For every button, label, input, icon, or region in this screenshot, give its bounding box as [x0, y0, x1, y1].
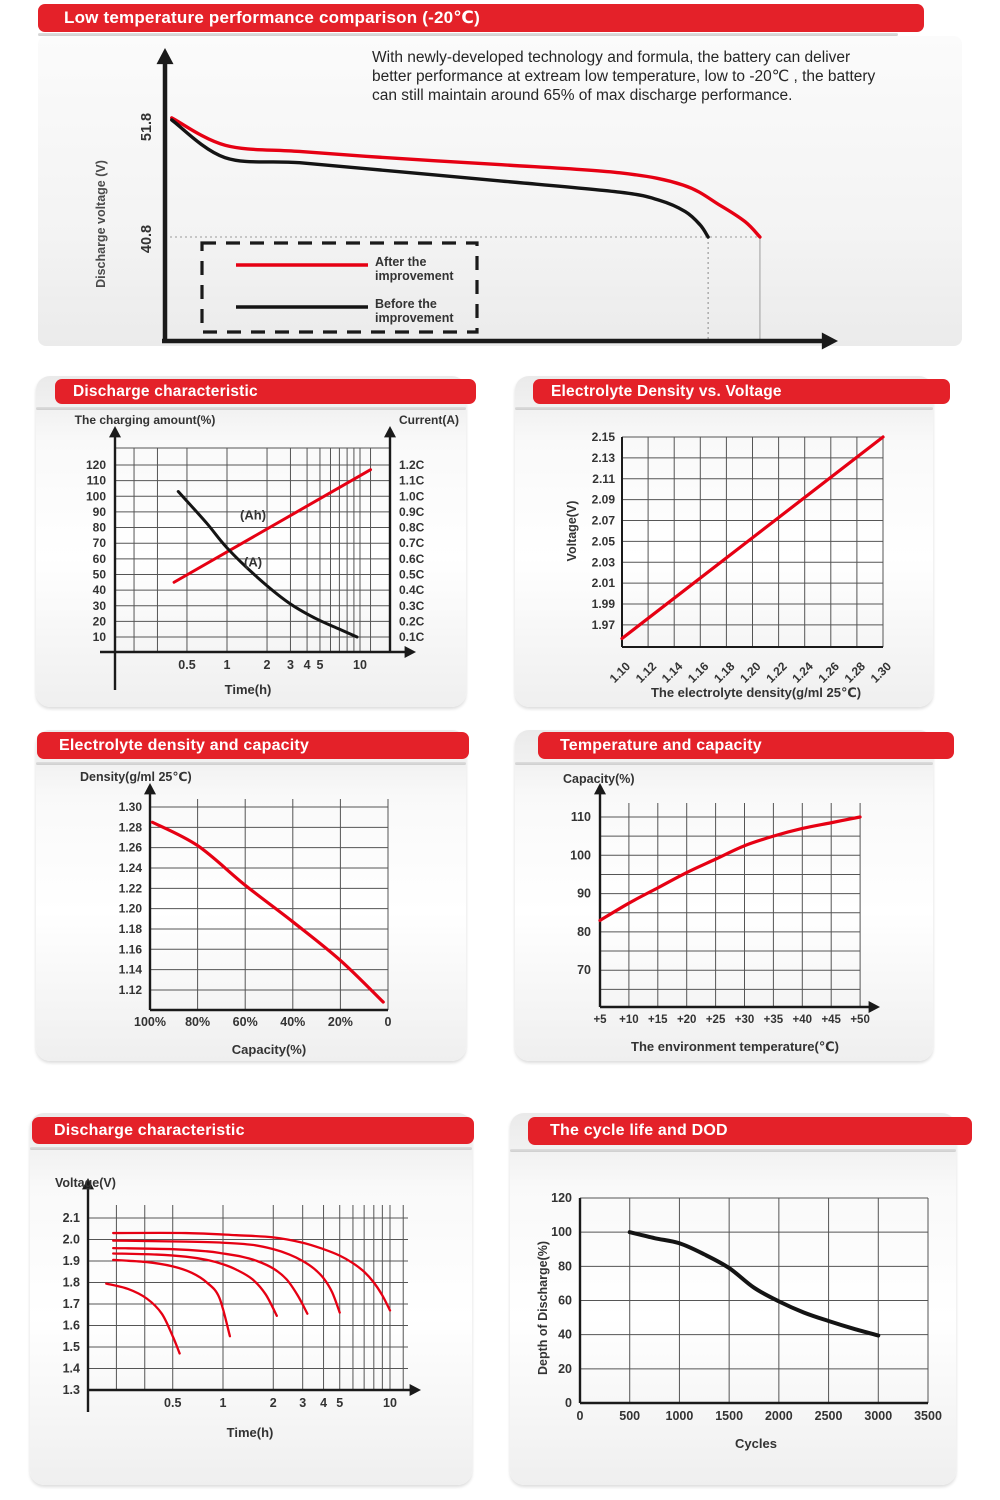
svg-text:100: 100 [85, 489, 106, 504]
svg-text:40: 40 [92, 583, 106, 598]
svg-text:1.30: 1.30 [867, 659, 895, 686]
svg-text:1.30: 1.30 [118, 800, 142, 814]
svg-text:Density(g/ml 25℃): Density(g/ml 25℃) [80, 770, 192, 784]
cycle-dod-chart [510, 1160, 965, 1490]
svg-text:70: 70 [577, 963, 591, 978]
density-voltage-title: Electrolyte Density vs. Voltage [551, 382, 782, 400]
svg-text:3000: 3000 [864, 1409, 893, 1423]
discharge2-separator [30, 1147, 472, 1150]
cycle-dod-title-bar [528, 1117, 972, 1145]
svg-text:1.99: 1.99 [591, 597, 615, 612]
svg-text:1.18: 1.18 [118, 921, 142, 936]
low-temp-title: Low temperature performance comparison (-20℃) [64, 8, 480, 27]
svg-text:2.05: 2.05 [591, 534, 615, 549]
svg-text:1.3: 1.3 [62, 1383, 80, 1397]
svg-text:40: 40 [558, 1327, 572, 1342]
svg-text:120: 120 [551, 1191, 572, 1206]
svg-text:10: 10 [92, 630, 106, 645]
svg-text:10: 10 [353, 658, 367, 672]
svg-text:1.16: 1.16 [685, 659, 712, 686]
svg-text:1.26: 1.26 [118, 840, 142, 855]
svg-text:1.14: 1.14 [658, 659, 686, 686]
svg-text:0.3C: 0.3C [399, 598, 425, 613]
svg-text:51.8: 51.8 [139, 112, 155, 142]
svg-text:1.1C: 1.1C [399, 473, 425, 488]
svg-text:1.20: 1.20 [737, 659, 764, 686]
svg-text:+10: +10 [619, 1014, 639, 1026]
density-voltage-title-bar [533, 379, 950, 404]
svg-text:0.5: 0.5 [164, 1396, 182, 1410]
svg-text:Capacity(%): Capacity(%) [231, 1042, 307, 1057]
svg-text:20%: 20% [327, 1015, 353, 1029]
svg-text:Voltage(V): Voltage(V) [565, 500, 579, 562]
svg-text:3: 3 [286, 658, 294, 672]
svg-text:Time(h): Time(h) [224, 682, 272, 697]
svg-text:2.01: 2.01 [591, 576, 615, 591]
svg-text:50: 50 [92, 567, 106, 582]
svg-text:80: 80 [92, 520, 106, 535]
svg-text:Discharge voltage (V): Discharge voltage (V) [94, 160, 108, 288]
low-temp-description: With newly-developed technology and formula, the battery can deliver better performance at extream low temperature, low to -20℃ , the battery can still maintain around 65% of max discharge performance. [372, 49, 876, 104]
svg-text:1.28: 1.28 [841, 659, 869, 686]
svg-text:1.18: 1.18 [711, 659, 738, 686]
svg-text:0.8C: 0.8C [399, 520, 425, 535]
svg-text:1.28: 1.28 [118, 820, 142, 835]
density-capacity-chart [35, 763, 475, 1063]
low-temp-chart [38, 34, 968, 346]
svg-text:improvement: improvement [375, 311, 454, 325]
svg-text:1500: 1500 [715, 1409, 744, 1423]
svg-text:60: 60 [92, 551, 106, 566]
discharge2-title: Discharge characteristic [54, 1121, 245, 1139]
svg-text:1.10: 1.10 [606, 659, 634, 686]
svg-text:100%: 100% [134, 1015, 166, 1029]
svg-text:1.20: 1.20 [118, 901, 142, 916]
svg-text:2.11: 2.11 [592, 471, 615, 486]
temp-capacity-title-bar [538, 732, 954, 759]
svg-text:Time(h): Time(h) [226, 1425, 274, 1440]
svg-text:2.15: 2.15 [591, 430, 615, 444]
svg-text:1: 1 [223, 658, 231, 672]
svg-text:5: 5 [316, 658, 324, 672]
svg-text:40%: 40% [280, 1015, 306, 1029]
temp-capacity-title: Temperature and capacity [560, 736, 762, 754]
temp-capacity-chart [513, 763, 953, 1063]
svg-text:1.97: 1.97 [591, 617, 615, 632]
svg-text:0.7C: 0.7C [399, 536, 425, 551]
svg-text:1: 1 [219, 1396, 227, 1410]
svg-text:500: 500 [619, 1409, 641, 1423]
svg-text:20: 20 [558, 1361, 572, 1376]
svg-text:0.2C: 0.2C [399, 614, 425, 629]
svg-text:40.8: 40.8 [139, 224, 155, 254]
density-capacity-title-bar [37, 732, 469, 759]
svg-text:1000: 1000 [665, 1409, 694, 1423]
svg-text:90: 90 [577, 886, 591, 901]
svg-text:4: 4 [303, 658, 311, 672]
svg-text:1.12: 1.12 [632, 659, 660, 686]
svg-text:+15: +15 [648, 1014, 668, 1026]
svg-text:1.7: 1.7 [62, 1297, 80, 1311]
svg-text:1.5: 1.5 [62, 1340, 80, 1354]
svg-text:(A): (A) [244, 554, 263, 570]
svg-text:2.09: 2.09 [591, 492, 615, 507]
svg-text:2.0: 2.0 [62, 1232, 80, 1247]
svg-text:Before the: Before the [375, 297, 437, 311]
svg-text:60%: 60% [232, 1015, 258, 1029]
svg-text:improvement: improvement [375, 269, 454, 283]
svg-text:+25: +25 [705, 1014, 726, 1026]
svg-text:3500: 3500 [914, 1409, 942, 1423]
svg-text:5: 5 [336, 1396, 344, 1410]
svg-text:1.4: 1.4 [62, 1361, 80, 1376]
svg-text:70: 70 [92, 536, 106, 551]
svg-text:0.5: 0.5 [178, 658, 196, 672]
svg-text:110: 110 [86, 473, 106, 488]
svg-text:Depth of Discharge(%): Depth of Discharge(%) [536, 1240, 550, 1376]
svg-text:30: 30 [92, 598, 106, 613]
svg-text:1.6: 1.6 [62, 1318, 80, 1333]
svg-text:80: 80 [577, 924, 591, 939]
svg-text:2: 2 [263, 658, 271, 672]
svg-text:0: 0 [384, 1015, 392, 1029]
svg-text:90: 90 [92, 504, 106, 519]
svg-text:1.16: 1.16 [118, 942, 142, 957]
cycle-dod-title: The cycle life and DOD [550, 1122, 728, 1139]
svg-text:2000: 2000 [764, 1409, 793, 1423]
svg-text:10: 10 [383, 1396, 397, 1410]
svg-text:0: 0 [565, 1396, 572, 1410]
density-capacity-title: Electrolyte density and capacity [59, 736, 310, 754]
svg-text:Capacity(%): Capacity(%) [563, 772, 635, 786]
svg-text:+5: +5 [593, 1014, 607, 1026]
svg-text:1.24: 1.24 [789, 659, 816, 686]
svg-text:1.8: 1.8 [62, 1275, 80, 1290]
discharge1-title: Discharge characteristic [73, 382, 258, 400]
svg-text:+40: +40 [792, 1014, 813, 1026]
svg-text:100: 100 [551, 1225, 572, 1240]
svg-text:110: 110 [570, 810, 591, 824]
discharge2-title-bar [32, 1117, 474, 1144]
discharge1-chart [35, 410, 475, 710]
svg-text:+30: +30 [734, 1014, 755, 1026]
svg-text:20: 20 [92, 614, 106, 629]
svg-text:The charging amount(%): The charging amount(%) [74, 413, 216, 427]
svg-text:0: 0 [576, 1409, 584, 1423]
discharge2-chart [30, 1160, 480, 1490]
svg-text:0.4C: 0.4C [399, 583, 425, 598]
svg-text:+50: +50 [850, 1014, 870, 1026]
svg-text:+35: +35 [763, 1014, 784, 1026]
svg-text:2500: 2500 [814, 1409, 843, 1423]
svg-text:2.13: 2.13 [591, 450, 615, 465]
svg-text:1.26: 1.26 [815, 659, 842, 686]
svg-text:100: 100 [570, 848, 591, 863]
low-temp-title-bar [38, 4, 924, 32]
svg-text:60: 60 [558, 1293, 572, 1308]
svg-text:120: 120 [85, 458, 106, 472]
svg-text:2.1: 2.1 [62, 1211, 80, 1225]
svg-text:Cycles: Cycles [735, 1436, 777, 1451]
svg-text:Voltage(V): Voltage(V) [55, 1176, 116, 1190]
svg-text:(Ah): (Ah) [240, 507, 267, 523]
discharge1-title-bar [55, 379, 476, 404]
svg-text:+20: +20 [676, 1014, 697, 1026]
density-voltage-chart [513, 410, 948, 710]
svg-text:The electrolyte density(g/ml 2: The electrolyte density(g/ml 25℃) [650, 685, 862, 700]
svg-text:1.24: 1.24 [118, 860, 142, 875]
svg-text:+45: +45 [821, 1014, 841, 1026]
svg-text:0.9C: 0.9C [399, 504, 425, 519]
cycle-dod-separator [510, 1149, 956, 1152]
svg-text:2.07: 2.07 [591, 513, 615, 528]
svg-text:1.14: 1.14 [118, 962, 142, 977]
svg-text:80: 80 [558, 1259, 572, 1274]
svg-text:1.22: 1.22 [118, 881, 142, 896]
svg-text:1.9: 1.9 [62, 1254, 80, 1268]
svg-text:0.6C: 0.6C [399, 551, 425, 566]
svg-text:0.5C: 0.5C [399, 567, 425, 582]
svg-text:2: 2 [269, 1396, 277, 1410]
svg-text:80%: 80% [185, 1015, 211, 1029]
svg-text:1.22: 1.22 [763, 659, 790, 686]
svg-text:2.03: 2.03 [591, 555, 615, 570]
svg-text:1.0C: 1.0C [399, 489, 425, 504]
svg-text:1.2C: 1.2C [399, 458, 425, 472]
svg-text:After the: After the [375, 255, 427, 269]
svg-text:0.1C: 0.1C [399, 630, 425, 645]
svg-text:Current(A): Current(A) [399, 413, 459, 427]
svg-text:3: 3 [299, 1396, 307, 1410]
svg-text:4: 4 [320, 1396, 328, 1410]
svg-text:The environment temperature(℃): The environment temperature(℃) [631, 1039, 839, 1054]
svg-text:1.12: 1.12 [118, 982, 142, 997]
